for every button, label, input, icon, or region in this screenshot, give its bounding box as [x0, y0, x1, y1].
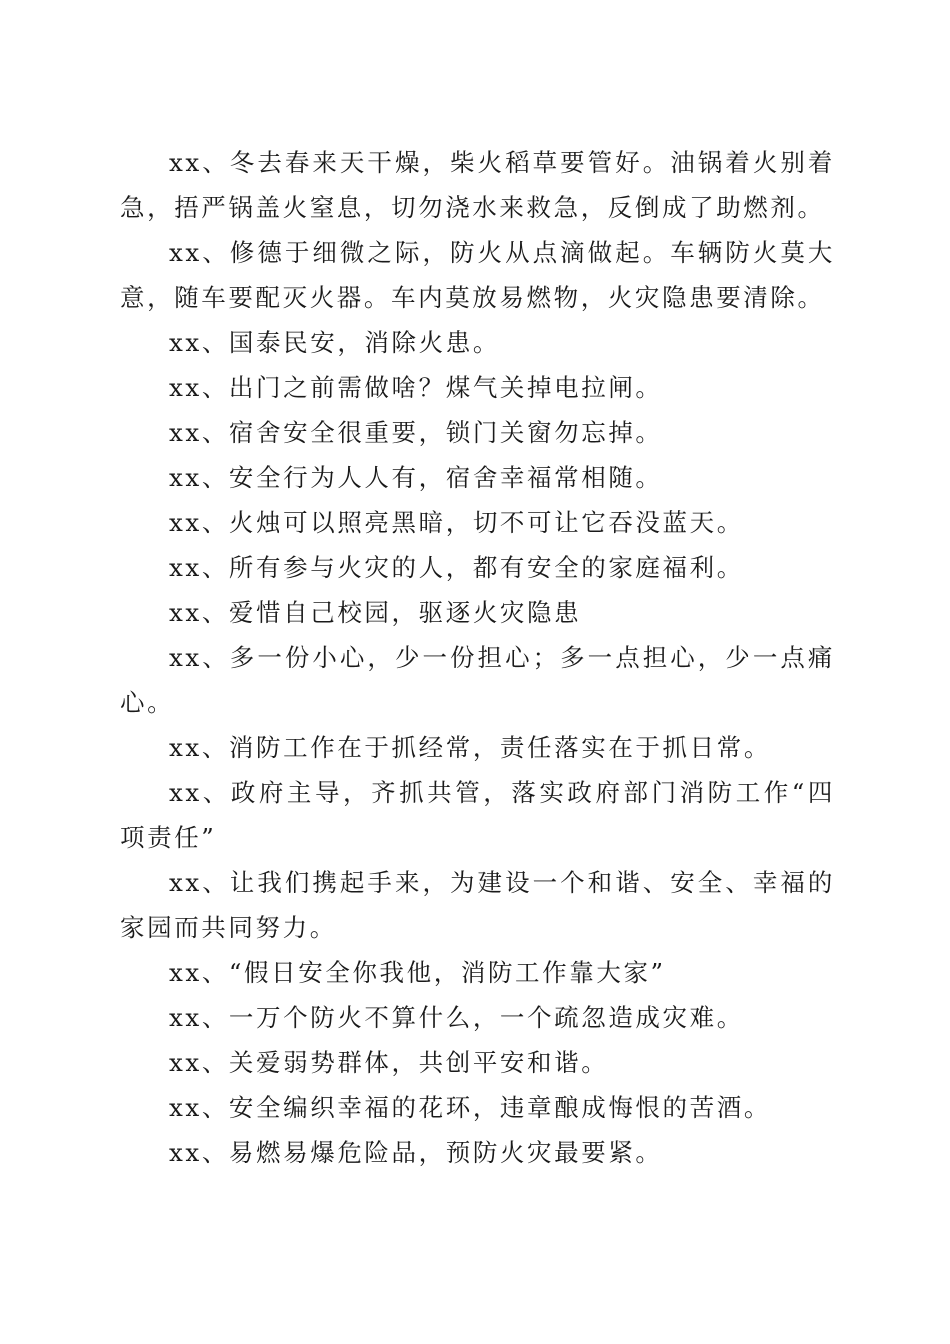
slogan-paragraph: xx、修德于细微之际，防火从点滴做起。车辆防火莫大意，随车要配灭火器。车内莫放易燃物，火灾隐患要清除。 [120, 238, 835, 312]
slogan-paragraph: xx、宿舍安全很重要，锁门关窗勿忘掉。 [169, 418, 663, 447]
slogan-paragraph: xx、安全编织幸福的花环，违章酿成悔恨的苦酒。 [169, 1093, 771, 1122]
slogan-paragraph: xx、消防工作在于抓经常，责任落实在于抓日常。 [169, 733, 771, 762]
slogan-paragraph: xx、爱惜自己校园，驱逐火灾隐患 [169, 598, 582, 627]
slogan-paragraph: xx、易燃易爆危险品，预防火灾最要紧。 [169, 1138, 663, 1167]
slogan-paragraph: xx、安全行为人人有，宿舍幸福常相随。 [169, 463, 663, 492]
slogan-paragraph: xx、让我们携起手来，为建设一个和谐、安全、幸福的家园而共同努力。 [120, 868, 835, 942]
slogan-paragraph: xx、一万个防火不算什么，一个疏忽造成灾难。 [169, 1003, 744, 1032]
slogan-paragraph: xx、火烛可以照亮黑暗，切不可让它吞没蓝天。 [169, 508, 744, 537]
slogan-paragraph: xx、政府主导，齐抓共管，落实政府部门消防工作“四项责任” [120, 778, 835, 852]
slogan-paragraph: xx、国泰民安，消除火患。 [169, 328, 500, 357]
slogan-paragraph: xx、冬去春来天干燥，柴火稻草要管好。油锅着火别着急，捂严锅盖火窒息，切勿浇水来救急，反倒成了助燃剂。 [120, 148, 835, 222]
document-body [120, 140, 835, 1175]
slogan-paragraph: xx、所有参与火灾的人，都有安全的家庭福利。 [169, 553, 744, 582]
slogan-paragraph: xx、关爱弱势群体，共创平安和谐。 [169, 1048, 609, 1077]
slogan-paragraph: xx、多一份小心，少一份担心；多一点担心，少一点痛心。 [120, 643, 835, 717]
slogan-paragraph: xx、“假日安全你我他，消防工作靠大家” [169, 958, 666, 987]
slogan-paragraph: xx、出门之前需做啥？煤气关掉电拉闸。 [169, 373, 663, 402]
